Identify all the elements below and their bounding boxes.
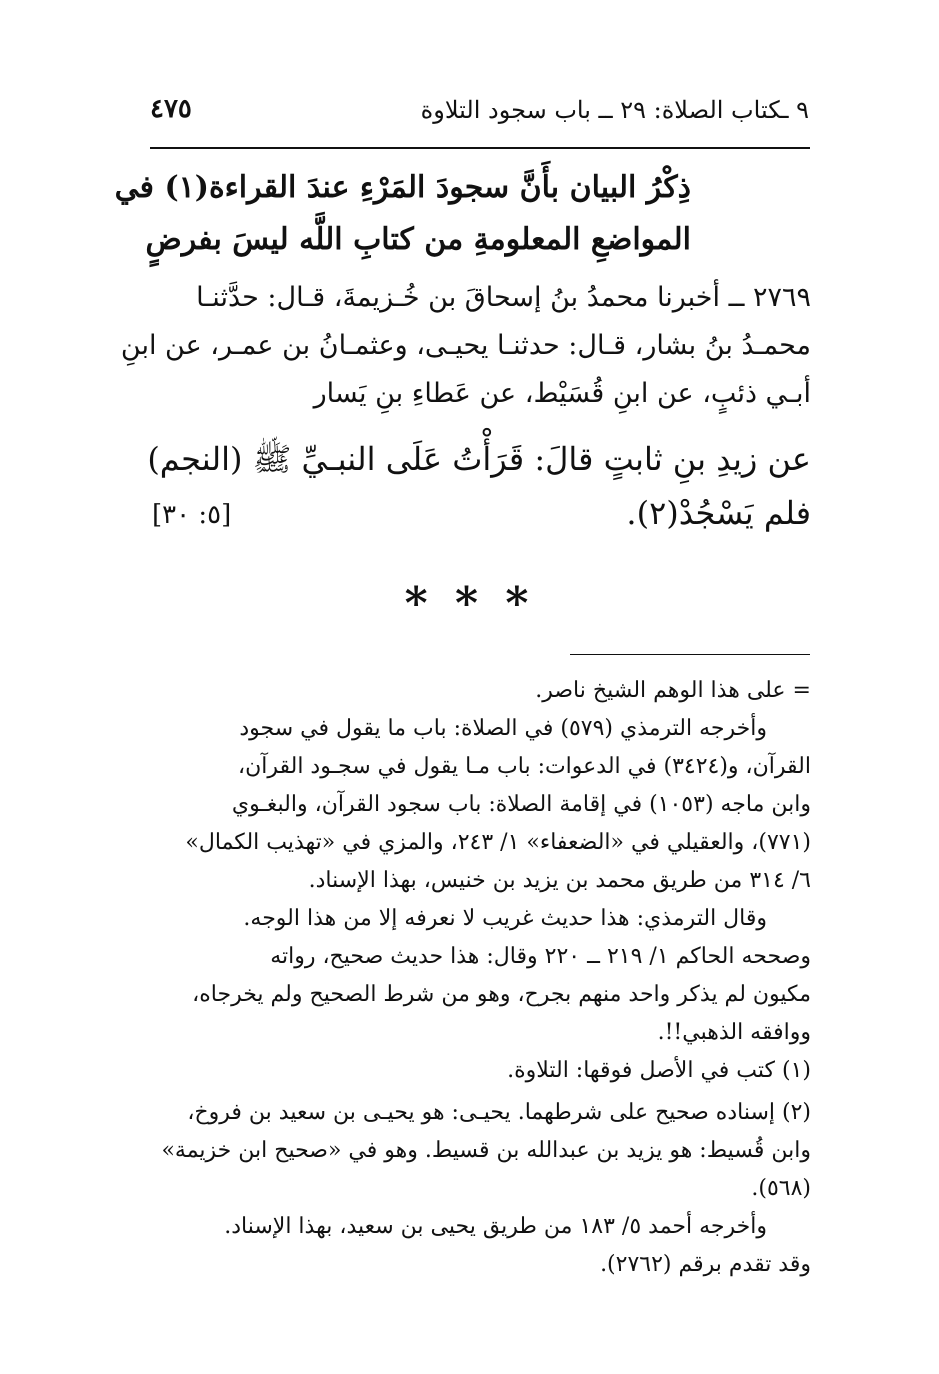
footnote-line: وابن ماجه (١٠٥٣) في إقامة الصلاة: باب سجود القرآن، والبغـوي [231, 792, 811, 817]
footnote-line: وأخرجه أحمد ٥/ ١٨٣ من طريق يحيى بن سعيد، بهذا الإسناد. [224, 1214, 767, 1239]
footnote-line: (٥٦٨). [751, 1176, 811, 1201]
footnote-line: وابن قُسيط: هو يزيد بن عبدالله بن قسيط. وهو في «صحيح ابن خزيمة» [161, 1138, 811, 1163]
header-rule [150, 147, 810, 149]
hadith-isnad-line-3: أبـي ذئبٍ، عن ابنِ قُسَيْط، عن عَطاءِ بنِ يَسار [313, 378, 811, 409]
page-number: ٤٧٥ [150, 94, 192, 124]
footnote-line: = على هذا الوهم الشيخ ناصر. [535, 678, 811, 703]
hadith-matn-line-1: عن زيدِ بنِ ثابتٍ قالَ: قَرَأْتُ عَلَى النبـيِّ ﷺ (النجم) [147, 440, 811, 478]
hadith-isnad-line-1: ٢٧٦٩ ــ أخبرنا محمدُ بنُ إسحاقَ بن خُـزيمةَ، قـال: حدَّثنـا [196, 282, 811, 313]
footnote-rule [570, 654, 810, 655]
hadith-matn-line-2: فلم يَسْجُدْ(٢). [626, 494, 811, 532]
running-header-title: ٩ ـكتاب الصلاة: ٢٩ ــ باب سجود التلاوة [420, 96, 809, 124]
footnote-line: وصححه الحاكم ١/ ٢١٩ ــ ٢٢٠ وقال: هذا حديث صحيح، رواته [270, 944, 811, 969]
footnote-line: القرآن، و(٣٤٢٤) في الدعوات: باب مـا يقول في سجـود القرآن، [237, 754, 811, 779]
footnote-line: مكيون لم يذكر واحد منهم بجرح، وهو من شرط الصحيح ولم يخرجاه، [192, 982, 811, 1007]
footnote-line: (٧٧١)، والعقيلي في «الضعفاء» ١/ ٢٤٣، والمزي في «تهذيب الكمال» [185, 830, 811, 855]
footnote-1: (١) كتب في الأصل فوقها: التلاوة. [507, 1058, 811, 1083]
hadith-reference: [٥: ٣٠] [152, 500, 232, 530]
hadith-isnad-line-2: محمـدُ بنُ بشار، قـال: حدثنـا يحيـى، وعثمـانُ بن عمـر، عن ابنِ [120, 330, 811, 361]
footnote-line: وقد تقدم برقم (٢٧٦٢). [600, 1252, 811, 1277]
chapter-heading-line-2: المواضعِ المعلومةِ من كتابِ اللَّه ليسَ بفرضٍ [145, 222, 691, 257]
footnote-2: (٢) إسناده صحيح على شرطهما. يحيـى: هو يحيـى بن سعيد بن فروخ، [187, 1100, 811, 1125]
section-separator: * * * [404, 578, 535, 629]
footnote-line: ٦/ ٣١٤ من طريق محمد بن يزيد بن خنيس، بهذا الإسناد. [308, 868, 811, 893]
chapter-heading-line-1: ذِكْرُ البيان بأَنَّ سجودَ المَرْءِ عندَ القراءة(١) في [114, 170, 691, 205]
footnote-line: ووافقه الذهبي!!. [657, 1020, 811, 1045]
footnote-line: وقال الترمذي: هذا حديث غريب لا نعرفه إلا من هذا الوجه. [243, 906, 767, 931]
footnote-line: وأخرجه الترمذي (٥٧٩) في الصلاة: باب ما يقول في سجود [239, 716, 767, 741]
